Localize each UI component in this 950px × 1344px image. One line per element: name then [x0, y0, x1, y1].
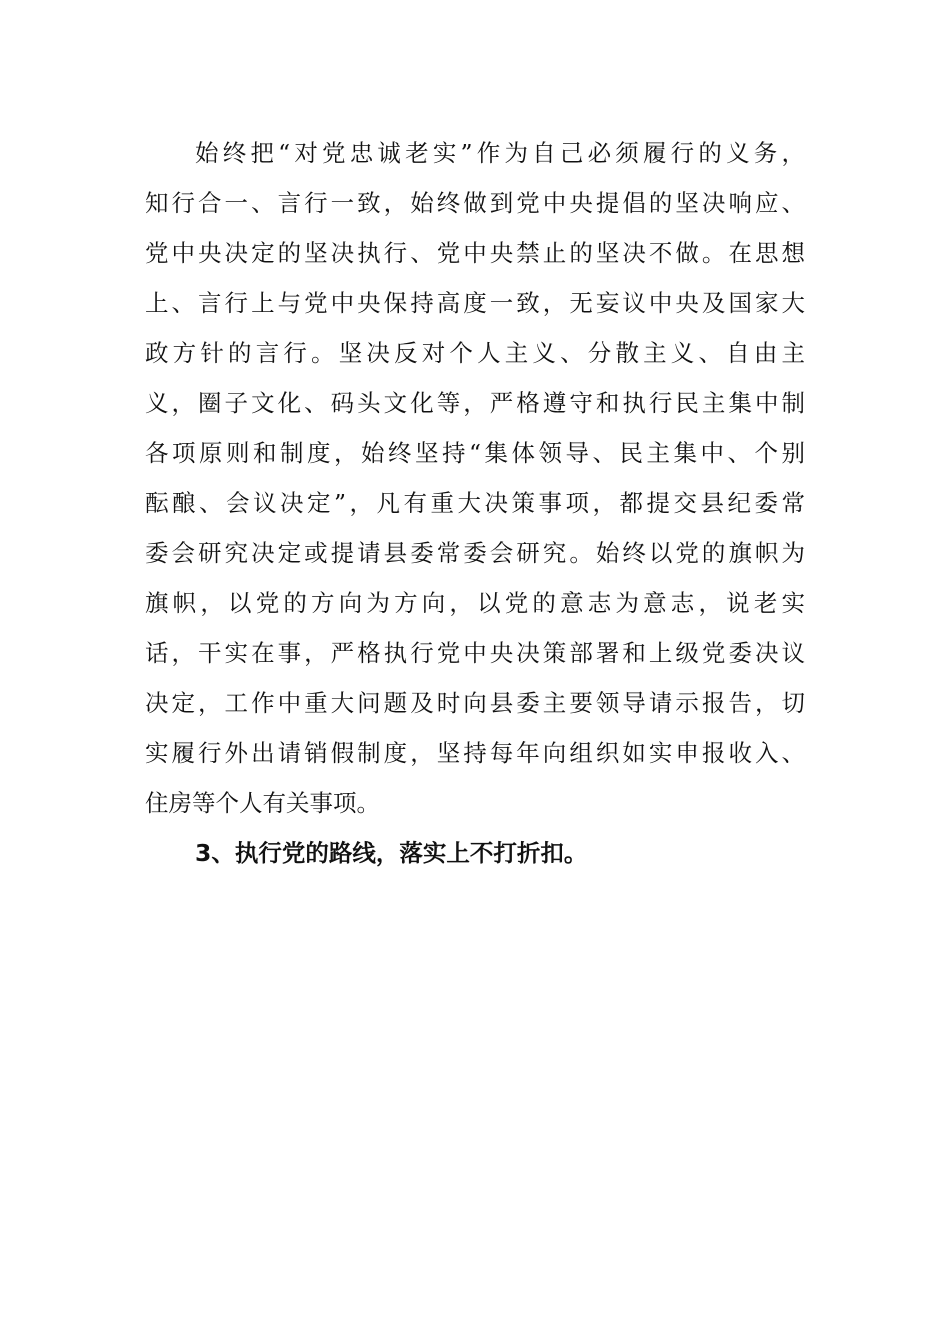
paragraph-line-11: 话，干实在事，严格执行党中央决策部署和上级党委决议 — [145, 639, 805, 667]
paragraph-line-7: 各项原则和制度，始终坚持“集体领导、民主集中、个别 — [145, 439, 805, 467]
paragraph-line-1: 始终把“对党忠诚老实”作为自己必须履行的义务， — [195, 139, 805, 167]
paragraph-line-12: 决定，工作中重大问题及时向县委主要领导请示报告，切 — [145, 689, 805, 717]
paragraph-line-10: 旗帜，以党的方向为方向，以党的意志为意志，说老实 — [145, 589, 805, 617]
paragraph-line-9: 委会研究决定或提请县委常委会研究。始终以党的旗帜为 — [145, 539, 805, 567]
paragraph-line-13: 实履行外出请销假制度，坚持每年向组织如实申报收入、 — [145, 739, 805, 767]
paragraph-line-2: 知行合一、言行一致，始终做到党中央提倡的坚决响应、 — [145, 189, 805, 217]
paragraph-line-4: 上、言行上与党中央保持高度一致，无妄议中央及国家大 — [145, 289, 805, 317]
section-heading: 3、执行党的路线，落实上不打折扣。 — [195, 839, 588, 867]
paragraph-line-6: 义，圈子文化、码头文化等，严格遵守和执行民主集中制 — [145, 389, 805, 417]
paragraph-line-5: 政方针的言行。坚决反对个人主义、分散主义、自由主 — [145, 339, 805, 367]
paragraph-line-8: 酝酿、会议决定”，凡有重大决策事项，都提交县纪委常 — [145, 489, 805, 517]
paragraph-line-14: 住房等个人有关事项。 — [145, 789, 380, 817]
paragraph-line-3: 党中央决定的坚决执行、党中央禁止的坚决不做。在思想 — [145, 239, 805, 267]
